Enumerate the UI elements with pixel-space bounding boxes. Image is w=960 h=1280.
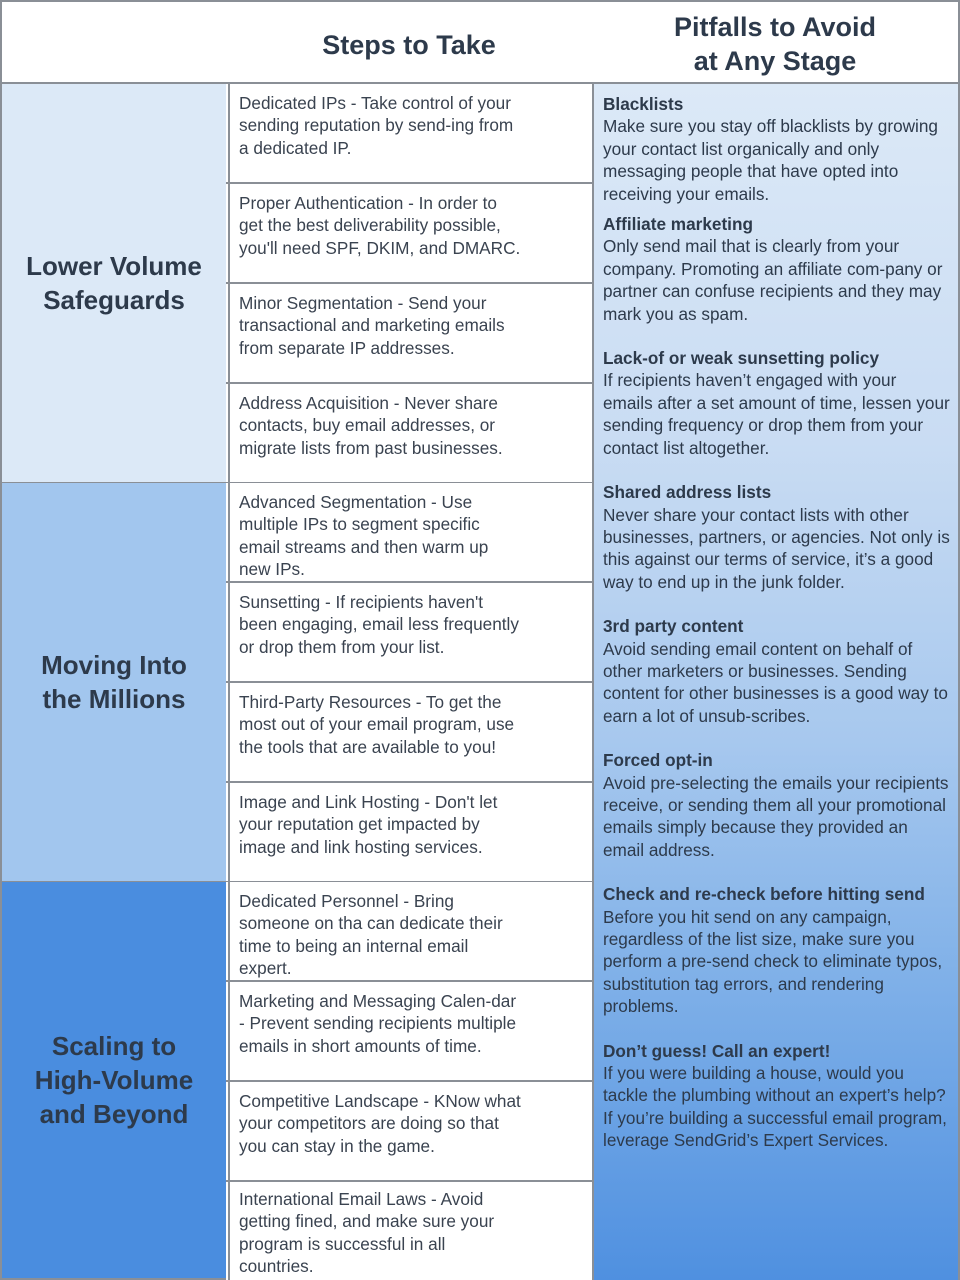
step-row [226, 1182, 594, 1280]
pitfalls-column [592, 84, 960, 1280]
step-text: Proper Authentication - In order to get the best deliverability possible, you'll need SPF, DKIM, and DMARC. [228, 184, 530, 282]
step-text: Marketing and Messaging Calen-dar - Prevent sending recipients multiple emails in short amounts of time. [228, 982, 530, 1080]
step-row [226, 882, 594, 982]
pitfall-body: Never share your contact lists with other businesses, partners, or agencies. Not only is this against our terms of service, it’s a good way to end up in the junk folder. [603, 504, 950, 592]
pitfall-body: Only send mail that is clearly from your company. Promoting an affiliate com-pany or partner can confuse recipients and they may mark you as spam. [603, 236, 943, 324]
pitfall-body: Before you hit send on any campaign, regardless of the list size, make sure you perform a pre-send check to eliminate typos, substitution tag errors, and rendering problems. [603, 906, 943, 1017]
step-row [226, 583, 594, 683]
step-text: Image and Link Hosting - Don't let your reputation get impacted by image and link hosting services. [228, 783, 530, 881]
pitfall-title: 3rd party content [603, 616, 744, 637]
pitfall-body: If recipients haven’t engaged with your emails after a set amount of time, lessen your sending frequency or drop them from your contact list altogether. [603, 370, 950, 458]
pitfall-item [603, 615, 950, 727]
header-steps [226, 0, 594, 84]
step-checkbox[interactable] [528, 783, 594, 881]
step-row [226, 683, 594, 783]
step-row [226, 284, 594, 384]
section-label-line: Safeguards [43, 285, 185, 315]
header-pitfalls [592, 0, 960, 84]
step-row [226, 384, 594, 484]
pitfalls-column-title-line1: Pitfalls to Avoid [673, 12, 876, 42]
pitfall-item [603, 481, 950, 593]
step-checkbox[interactable] [528, 284, 594, 382]
step-text: Address Acquisition - Never share contacts, buy email addresses, or migrate lists from past businesses. [228, 384, 530, 482]
pitfalls-column-title-line2: at Any Stage [693, 46, 857, 76]
step-checkbox[interactable] [528, 1182, 594, 1280]
section-label-line: Scaling to [51, 1031, 177, 1061]
section-label-line: the Millions [42, 684, 186, 714]
pitfall-title: Forced opt-in [603, 750, 713, 771]
step-row [226, 982, 594, 1082]
steps-column [226, 84, 594, 1280]
section-lower-volume [0, 84, 228, 484]
step-text: Dedicated Personnel - Bring someone on tha can dedicate their time to being an internal email expert. [228, 882, 530, 980]
pitfall-item [603, 213, 950, 325]
pitfall-title: Shared address lists [603, 482, 772, 503]
step-checkbox[interactable] [528, 1082, 594, 1180]
step-row [226, 184, 594, 284]
pitfall-title: Don’t guess! Call an expert! [603, 1040, 831, 1061]
pitfall-item [603, 93, 950, 205]
pitfall-body: If you were building a house, would you tackle the plumbing without an expert’s help? If you’re building a successful email program, leverage SendGrid’s Expert Services. [603, 1063, 947, 1151]
pitfall-item [603, 1040, 950, 1152]
step-row [226, 483, 594, 583]
pitfall-title: Lack-of or weak sunsetting policy [603, 348, 880, 369]
pitfall-body: Make sure you stay off blacklists by growing your contact list organically and only messaging people that have opted into receiving your emails. [603, 116, 938, 204]
section-scaling-high-volume [0, 882, 228, 1280]
pitfall-body: Avoid sending email content on behalf of other marketers or businesses. Sending content for other businesses is a good way to earn a lot of unsub-scribes. [603, 638, 948, 726]
pitfall-item [603, 749, 950, 861]
pitfall-item [603, 347, 950, 459]
steps-column-title: Steps to Take [322, 30, 496, 60]
section-label-line: High-Volume [34, 1065, 194, 1095]
step-checkbox[interactable] [528, 583, 594, 681]
step-row [226, 783, 594, 883]
section-moving-into-millions [0, 483, 228, 883]
step-checkbox[interactable] [528, 483, 594, 581]
pitfall-body: Avoid pre-selecting the emails your recipients receive, or sending them all your promotional emails simply because they provided an email address. [603, 772, 949, 860]
section-label-line: and Beyond [39, 1099, 189, 1129]
step-row [226, 84, 594, 184]
pitfall-item [603, 883, 950, 1017]
pitfall-title: Affiliate marketing [603, 214, 753, 235]
step-checkbox[interactable] [528, 384, 594, 482]
step-checkbox[interactable] [528, 683, 594, 781]
step-text: Sunsetting - If recipients haven't been engaging, email less frequently or drop them from your list. [228, 583, 530, 681]
step-text: International Email Laws - Avoid getting fined, and make sure your program is successful in all countries. [228, 1182, 530, 1280]
step-text: Advanced Segmentation - Use multiple IPs to segment specific email streams and then warm up new IPs. [228, 483, 530, 581]
pitfall-title: Blacklists [603, 94, 684, 114]
step-row [226, 1082, 594, 1182]
section-label-line: Moving Into [41, 650, 187, 680]
step-text: Dedicated IPs - Take control of your sending reputation by send-ing from a dedicated IP. [228, 84, 530, 182]
step-text: Competitive Landscape - KNow what your competitors are doing so that you can stay in the game. [228, 1082, 530, 1180]
step-checkbox[interactable] [528, 84, 594, 182]
section-label-line: Lower Volume [26, 251, 202, 281]
pitfall-title: Check and re-check before hitting send [603, 884, 925, 905]
step-text: Third-Party Resources - To get the most out of your email program, use the tools that are available to you! [228, 683, 530, 781]
step-checkbox[interactable] [528, 882, 594, 980]
header-blank-cell [0, 0, 228, 84]
step-checkbox[interactable] [528, 184, 594, 282]
step-checkbox[interactable] [528, 982, 594, 1080]
step-text: Minor Segmentation - Send your transactional and marketing emails from separate IP addresses. [228, 284, 530, 382]
